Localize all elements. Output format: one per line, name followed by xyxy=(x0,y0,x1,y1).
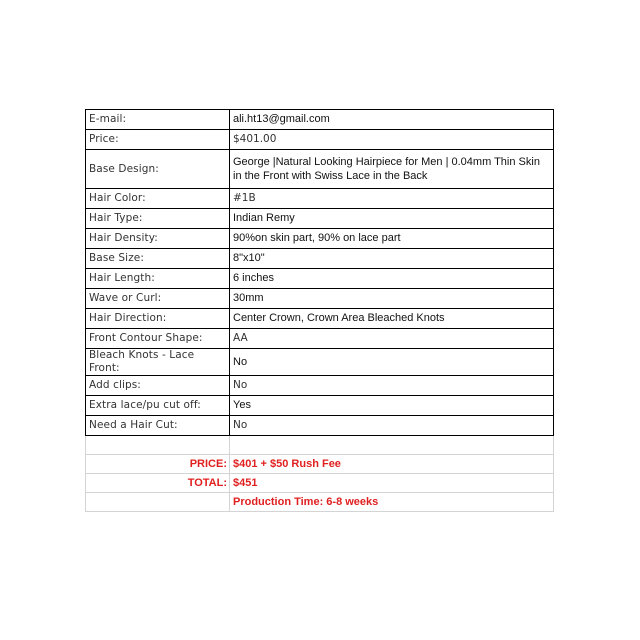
row-email xyxy=(86,110,554,130)
price-value: $401.00 xyxy=(230,130,554,150)
total-label: TOTAL: xyxy=(86,474,230,493)
row-price-summary xyxy=(86,455,554,474)
row-wave-curl xyxy=(86,289,554,309)
row-base-design xyxy=(86,150,554,189)
hair-type-value: Indian Remy xyxy=(230,209,554,229)
add-clips-label: Add clips: xyxy=(86,376,230,396)
production-time-spacer xyxy=(86,493,230,512)
order-spec-table xyxy=(85,109,554,512)
row-hair-length xyxy=(86,269,554,289)
row-hair-type xyxy=(86,209,554,229)
base-design-value: George |Natural Looking Hairpiece for Men | 0.04mm Thin Skin in the Front with Swiss Lace in the Back xyxy=(230,150,554,189)
row-hair-color xyxy=(86,189,554,209)
extra-lace-label: Extra lace/pu cut off: xyxy=(86,396,230,416)
hair-density-value: 90%on skin part, 90% on lace part xyxy=(230,229,554,249)
hair-color-label: Hair Color: xyxy=(86,189,230,209)
price-label: Price: xyxy=(86,130,230,150)
hair-cut-value: No xyxy=(230,416,554,436)
hair-cut-label: Need a Hair Cut: xyxy=(86,416,230,436)
bleach-knots-value: No xyxy=(230,349,554,376)
hair-density-label: Hair Density: xyxy=(86,229,230,249)
hair-length-label: Hair Length: xyxy=(86,269,230,289)
base-size-value: 8"x10" xyxy=(230,249,554,269)
wave-curl-label: Wave or Curl: xyxy=(86,289,230,309)
hair-type-label: Hair Type: xyxy=(86,209,230,229)
row-extra-lace xyxy=(86,396,554,416)
front-contour-value: AA xyxy=(230,329,554,349)
row-base-size xyxy=(86,249,554,269)
row-hair-direction xyxy=(86,309,554,329)
email-value: ali.ht13@gmail.com xyxy=(230,110,554,130)
base-size-label: Base Size: xyxy=(86,249,230,269)
row-total xyxy=(86,474,554,493)
row-hair-density xyxy=(86,229,554,249)
price-summary-label: PRICE: xyxy=(86,455,230,474)
row-hair-cut xyxy=(86,416,554,436)
email-label: E-mail: xyxy=(86,110,230,130)
hair-direction-label: Hair Direction: xyxy=(86,309,230,329)
row-production-time xyxy=(86,493,554,512)
row-front-contour xyxy=(86,329,554,349)
price-summary-value: $401 + $50 Rush Fee xyxy=(230,455,554,474)
spacer-cell-left xyxy=(86,436,230,455)
row-bleach-knots xyxy=(86,349,554,376)
total-value: $451 xyxy=(230,474,554,493)
extra-lace-value: Yes xyxy=(230,396,554,416)
front-contour-label: Front Contour Shape: xyxy=(86,329,230,349)
production-time: Production Time: 6-8 weeks xyxy=(230,493,554,512)
hair-color-value: #1B xyxy=(230,189,554,209)
bleach-knots-label: Bleach Knots - Lace Front: xyxy=(86,349,230,376)
add-clips-value: No xyxy=(230,376,554,396)
hair-length-value: 6 inches xyxy=(230,269,554,289)
base-design-label: Base Design: xyxy=(86,150,230,189)
row-price xyxy=(86,130,554,150)
wave-curl-value: 30mm xyxy=(230,289,554,309)
spacer-cell-right xyxy=(230,436,554,455)
row-add-clips xyxy=(86,376,554,396)
hair-direction-value: Center Crown, Crown Area Bleached Knots xyxy=(230,309,554,329)
row-spacer xyxy=(86,436,554,455)
